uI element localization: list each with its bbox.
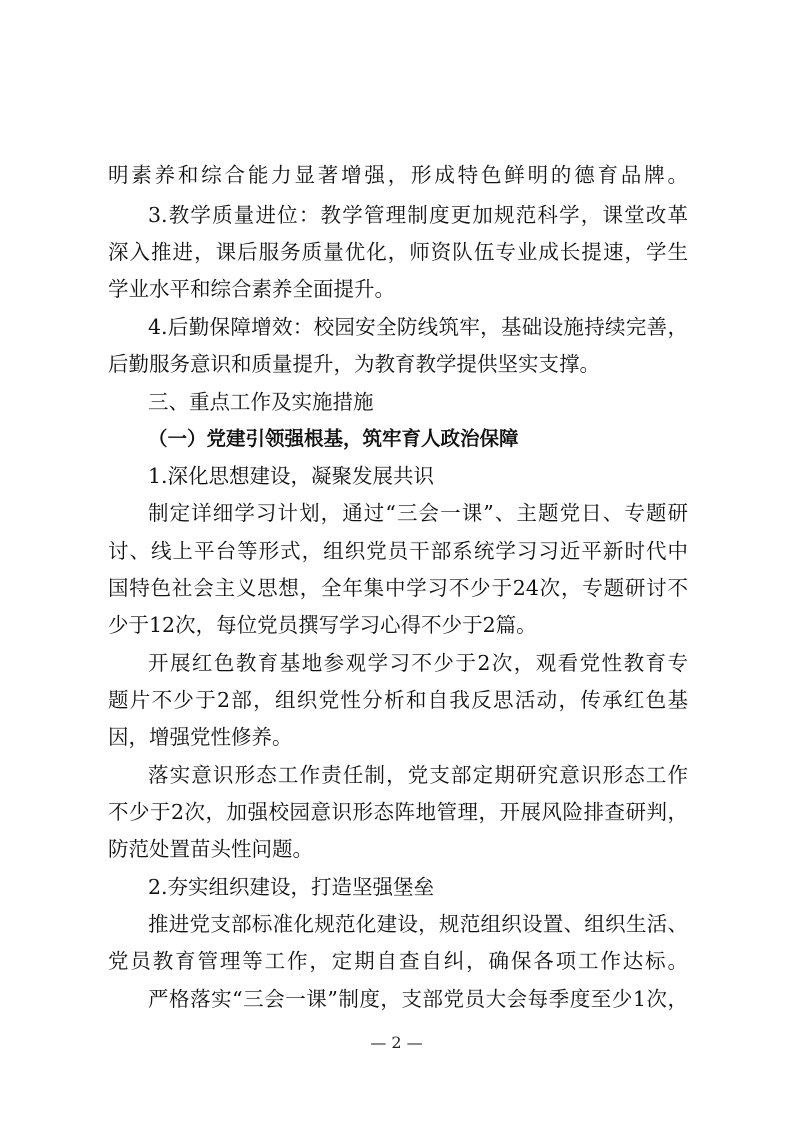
body-text-line: 国特色社会主义思想，全年集中学习不少于24次，专题研讨不 (108, 576, 688, 600)
body-text-line: 明素养和综合能力显著增强，形成特色鲜明的德育品牌。 (108, 163, 688, 187)
body-text-line: 4.后勤保障增效：校园安全防线筑牢，基础设施持续完善， (148, 315, 688, 339)
body-text-line: 防范处置苗头性问题。 (108, 837, 313, 861)
section-heading: 三、重点工作及实施措施 (148, 390, 374, 414)
body-text-line: 推进党支部标准化规范化建设，规范组织设置、组织生活、 (148, 912, 688, 936)
body-text-line: 深入推进，课后服务质量优化，师资队伍专业成长提速，学生 (108, 240, 688, 264)
body-text-line: 题片不少于2部，组织党性分析和自我反思活动，传承红色基 (108, 688, 688, 712)
body-text-line: 3.教学质量进位：教学管理制度更加规范科学，课堂改革 (148, 203, 688, 227)
body-text-line: 严格落实“三会一课”制度，支部党员大会每季度至少1次， (148, 987, 688, 1011)
body-text-line: 开展红色教育基地参观学习不少于2次，观看党性教育专 (148, 651, 688, 675)
body-text-line: 落实意识形态工作责任制，党支部定期研究意识形态工作 (148, 763, 688, 787)
body-text-line: 少于12次，每位党员撰写学习心得不少于2篇。 (108, 613, 537, 637)
item-heading: 2.夯实组织建设，打造坚强堡垒 (148, 875, 435, 899)
body-text-line: 因，增强党性修养。 (108, 725, 293, 749)
body-text-line: 讨、线上平台等形式，组织党员干部系统学习习近平新时代中 (108, 539, 688, 563)
subsection-heading: （一）党建引领强根基，筑牢育人政治保障 (148, 427, 519, 450)
body-text-line: 不少于2次，加强校园意识形态阵地管理，开展风险排查研判， (108, 800, 688, 824)
body-text-line: 党员教育管理等工作，定期自查自纠，确保各项工作达标。 (108, 949, 688, 973)
body-text-line: 制定详细学习计划，通过“三会一课”、主题党日、专题研 (148, 501, 688, 525)
page-number: — 2 — (370, 1033, 423, 1052)
body-text-line: 学业水平和综合素养全面提升。 (108, 277, 395, 301)
body-text-line: 后勤服务意识和质量提升，为教育教学提供坚实支撑。 (108, 352, 600, 376)
item-heading: 1.深化思想建设，凝聚发展共识 (148, 464, 435, 488)
